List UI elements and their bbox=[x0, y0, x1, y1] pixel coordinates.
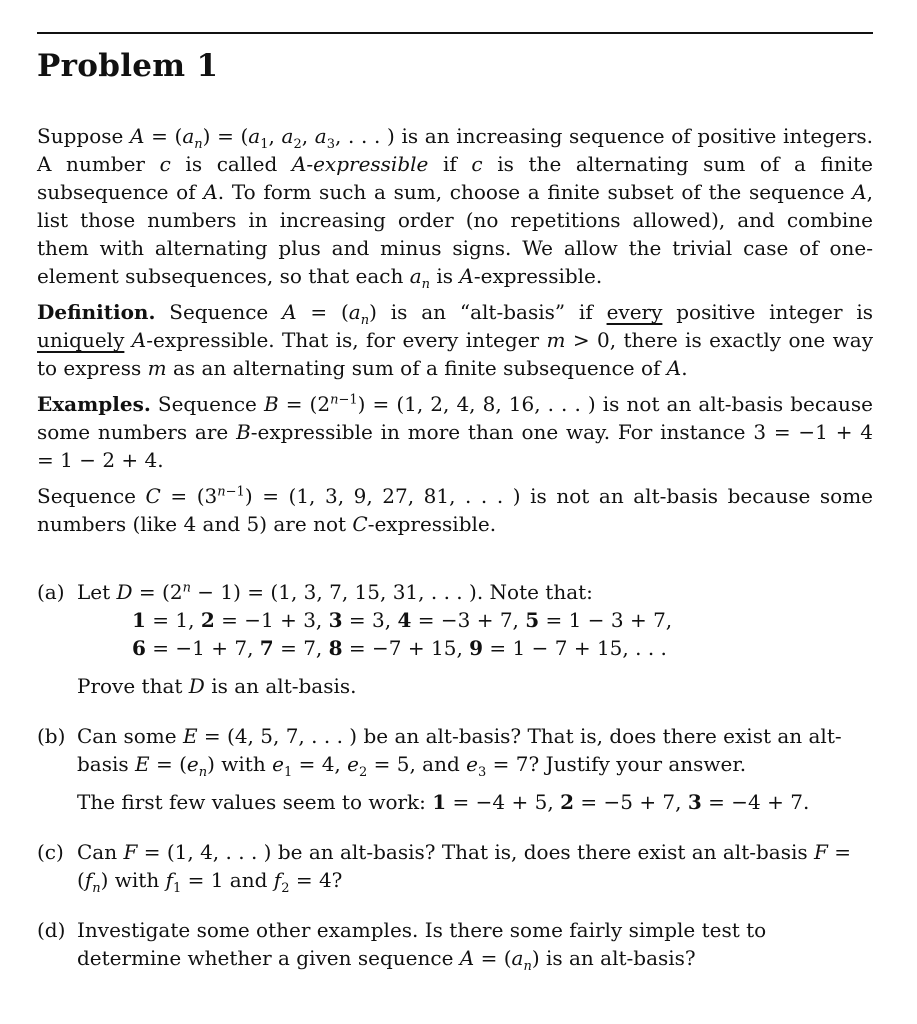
underlined-every: every bbox=[606, 300, 663, 324]
part-c-label: (c) bbox=[37, 840, 64, 864]
part-b-label: (b) bbox=[37, 724, 66, 748]
problem-page bbox=[37, 32, 873, 994]
examples-paragraph: Examples. Sequence $B = (2^{n-1}) = (1$, 2, 4, 8, 16, . . . ) is not an alt-basis because some numbers are B-expressible in more than one way. For instance 3 = −1 + 4 = 1 − 2 + 4. bbox=[37, 392, 874, 472]
part-a bbox=[37, 578, 873, 700]
part-a-prove: Prove that D is an alt-basis. bbox=[77, 674, 357, 698]
underlined-uniquely: uniquely bbox=[37, 328, 125, 352]
definition-paragraph: Definition. Sequence $A = (a_n)$ is an “alt-basis” if every positive integer is uniquely A-expressible. That is, for every integer m > 0, there is exactly one way to express m as an alternating sum of a finite subsequence of A. bbox=[37, 300, 874, 380]
part-c-statement: Can F = (1, 4, . . . ) be an alt-basis? That is, does there exist an alt-basis $F = (f_n)$ with $f_1 = 1$ and $f_2 = 4$? bbox=[77, 840, 852, 896]
term-a-expressible: A-expressible bbox=[291, 152, 429, 176]
part-b bbox=[37, 722, 873, 816]
top-rule bbox=[37, 32, 873, 34]
part-b-first-values: The first few values seem to work: 1 = −4 + 5, 2 = −5 + 7, 3 = −4 + 7. bbox=[77, 790, 810, 814]
part-a-equations-line1: 1 = 1, 2 = −1 + 3, 3 = 3, 4 = −3 + 7, 5 = 1 − 3 + 7, bbox=[132, 608, 673, 632]
problem-title: Problem 1 bbox=[37, 48, 219, 84]
part-d-statement: Investigate some other examples. Is there some fairly simple test to determine whether a given sequence $A = (a_n)$ is an alt-basis? bbox=[77, 918, 767, 974]
problem-parts bbox=[37, 578, 873, 972]
definition-label: Definition. bbox=[37, 300, 156, 324]
part-b-statement: Can some E = (4, 5, 7, . . . ) be an alt-basis? That is, does there exist an alt-basis $E = (e_n)$ with $e_1 = 4$, $e_2 = 5$, and $e_3 = 7$? Justify your answer. bbox=[77, 724, 842, 780]
part-c bbox=[37, 838, 873, 894]
example-c-paragraph: Sequence $C = (3^{n-1}) = (1$, 3, 9, 27, 81, . . . ) is not an alt-basis because some numbers (like 4 and 5) are not C-expressible. bbox=[37, 484, 874, 536]
part-d-label: (d) bbox=[37, 918, 66, 942]
examples-label: Examples. bbox=[37, 392, 151, 416]
part-a-equations-line2: 6 = −1 + 7, 7 = 7, 8 = −7 + 15, 9 = 1 − 7 + 15, . . . bbox=[132, 636, 667, 660]
part-d bbox=[37, 916, 873, 972]
part-a-statement: Let $D = (2^n - 1) = (1$, 3, 7, 15, 31, . . . ). Note that: bbox=[77, 580, 593, 604]
intro-paragraph: Suppose $A = (a_n) = (a_1$, $a_2$, $a_3$, . . . ) is an increasing sequence of positive integers. A number c is called A-expressible if c is the alternating sum of a finite subsequence of A. To form such a sum, choose a finite subset of the sequence A, list those numbers in increasing order (no repetitions allowed), and combine them with alternating plus and minus signs. We allow the trivial case of one-element subsequences, so that each $a_n$ is A-expressible. bbox=[37, 124, 874, 292]
part-a-label: (a) bbox=[37, 580, 65, 604]
